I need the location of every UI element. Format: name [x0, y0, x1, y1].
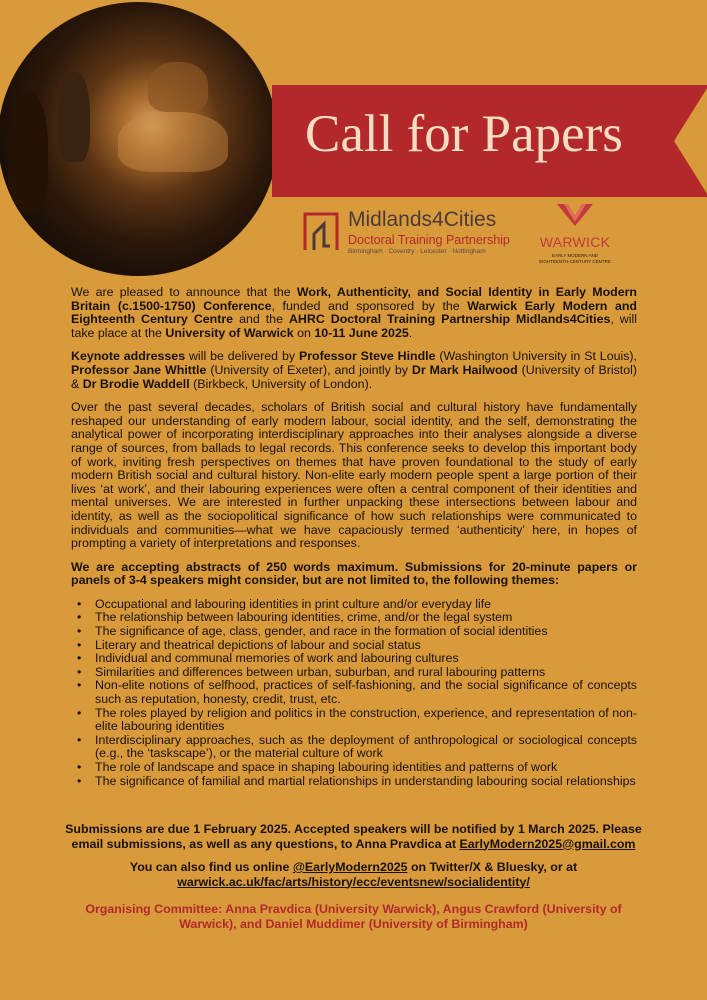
intro-paragraph: We are pleased to announce that the Work, Authenticity, and Social Identity in Early Modern Britain (c.1500-1750) Conference, funded and sponsored by the Warwick Early Modern and Eighteenth Century Centre and the AHRC Doctoral Training Partnership Midlands4Cities, will take place at the University of Warwick on 10-11 June 2025.	[71, 285, 638, 340]
keynote-paragraph: Keynote addresses will be delivered by Professor Steve Hindle (Washington University in St Louis), Professor Jane Whittle (University of Exeter), and jointly by Dr Mark Hailwood (University of Bristol) & Dr Brodie Waddell (Birkbeck, University of London).	[71, 349, 638, 391]
list-item: • The role of landscape and space in shaping labouring identities and patterns of work	[71, 761, 637, 775]
main-text	[71, 286, 637, 801]
painting-image	[0, 2, 278, 276]
painting-light	[118, 112, 228, 172]
list-item: • The significance of age, class, gender, and race in the formation of social identities	[71, 625, 637, 639]
list-item: • Similarities and differences between urban, suburban, and rural labouring patterns	[71, 666, 637, 680]
list-item: • The roles played by religion and politics in the construction, experience, and representation of non-elite labouring identities	[71, 707, 637, 734]
warwick-logo-icon	[555, 202, 595, 228]
overview-paragraph: Over the past several decades, scholars of British social and cultural history have fundamentally reshaped our understanding of early modern labour, social identity, and the self, demonstrating the analytical power of incorporating interdisciplinary approaches into their analyses alongside a diverse range of sources, from ballads to legal records. This conference seeks to develop this important body of work, inviting fresh perspectives on themes that have proven foundational to the study of early modern British social and cultural history. Non-elite early modern people spent a large portion of their lives ‘at work’, and their labouring experiences were often a central component of their identities and mental universes. We are interested in further unpacking these intersections between labour and identity, as well as the sociopolitical significance of how such relationships were communicated to individuals and communities—what we have capaciously termed ‘authenticity’ here, in hopes of prompting a variety of interpretations and responses.	[71, 400, 637, 551]
list-item: • The relationship between labouring identities, crime, and/or the legal system	[71, 611, 637, 625]
warwick-name: WARWICK	[539, 234, 611, 250]
m4c-logo-icon	[302, 210, 340, 254]
list-item: • Interdisciplinary approaches, such as the deployment of anthropological or sociological concepts (e.g., the ‘taskscape’), or the material culture of work	[71, 734, 637, 761]
list-item: • Individual and communal memories of work and labouring cultures	[71, 652, 637, 666]
list-item: • Literary and theatrical depictions of labour and social status	[71, 639, 637, 653]
painting-figure	[148, 62, 208, 112]
page-title: Call for Papers	[305, 105, 623, 163]
m4c-subtitle: Doctoral Training Partnership	[348, 233, 510, 247]
organising-committee: Organising Committee: Anna Pravdica (University Warwick), Angus Crawford (University of Warwick), and Daniel Muddimer (University of Birmingham)	[85, 902, 622, 931]
painting-figure	[8, 92, 48, 212]
warwick-centre: EARLY MODERN AND EIGHTEENTH-CENTURY CENTRE	[539, 253, 611, 264]
m4c-cities: Birmingham · Coventry · Leicester · Nottingham	[348, 248, 486, 255]
m4c-name: Midlands4Cities	[348, 208, 497, 231]
themes-list	[71, 598, 637, 788]
list-item: • The significance of familial and martial relationships in understanding labouring social relationships	[71, 775, 637, 789]
list-item: • Non-elite notions of selfhood, practices of self-fashioning, and the social significance of concepts such as reputation, honesty, credit, trust, etc.	[71, 679, 637, 706]
online-notice: You can also find us online @EarlyModern2025 on Twitter/X & Bluesky, or at warwick.ac.uk/fac/arts/history/ecc/eventsnew/socialidentity/	[129, 860, 578, 889]
warwick-logo	[530, 202, 620, 265]
website-link[interactable]: warwick.ac.uk/fac/arts/history/ecc/eventsnew/socialidentity/	[177, 874, 530, 889]
submissions-notice: Submissions are due 1 February 2025. Accepted speakers will be notified by 1 March 2025. Please email submissions, as well as any questions, to Anna Pravdica at EarlyModern2025@gmail.com	[65, 822, 642, 851]
painting-figure	[58, 72, 90, 162]
social-handle-link[interactable]: @EarlyModern2025	[292, 860, 408, 874]
email-link[interactable]: EarlyModern2025@gmail.com	[459, 836, 636, 851]
list-item: • Occupational and labouring identities in print culture and/or everyday life	[71, 598, 637, 612]
call-paragraph: We are accepting abstracts of 250 words maximum. Submissions for 20-minute papers or panels of 3-4 speakers might consider, but are not limited to, the following themes:	[71, 559, 637, 588]
